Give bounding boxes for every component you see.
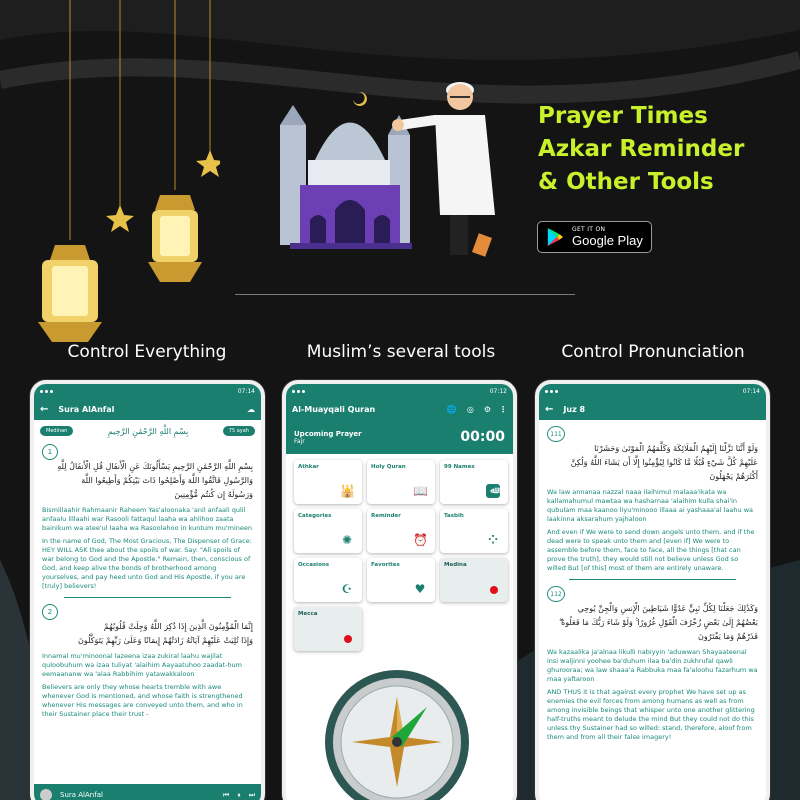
- card-tasbih[interactable]: [440, 509, 508, 553]
- audio-player[interactable]: [34, 784, 261, 800]
- translation: In the name of God, The Most Gracious, The Dispenser of Grace: HEY WILL ASK thee about the spoils of war. Say: "All spoils of war belong to God and the Apostle." Remain, then, conscious of God, and keep alive the bonds of brotherhood among yourselves, and pay heed unto God and His Apostle, if you are [truly] believers!: [42, 537, 252, 590]
- card-label: 99 Names: [444, 464, 475, 470]
- headline: [538, 100, 744, 199]
- headline-line-3: & Other Tools: [538, 169, 714, 195]
- verse-separator: [569, 579, 736, 580]
- basmala: بِسْمِ اللَّهِ الرَّحْمَٰنِ الرَّحِيمِ: [107, 426, 189, 436]
- back-arrow-icon[interactable]: ←: [40, 403, 49, 415]
- card-label: Occasions: [298, 562, 330, 568]
- arabic-line: بَعْضُهُمْ إِلَىٰ بَعْضٍ زُخْرُفَ الْقَوْلِ غُرُورًا ۚ وَلَوْ شَاءَ رَبُّكَ مَا فَعَلُوهُ ۖ: [559, 618, 758, 627]
- card-label: Reminder: [371, 513, 401, 519]
- app-bar: [286, 398, 513, 420]
- status-bar: [34, 384, 261, 398]
- arabic-line: بِسْمِ اللَّهِ الرَّحْمَٰنِ الرَّحِيمِ يَسْأَلُونَكَ عَنِ الْأَنفَالِ قُلِ الْأَنفَالُ لِلَّهِ: [57, 462, 253, 471]
- card-label: Holy Quran: [371, 464, 406, 470]
- prayer-name: Fajr: [294, 437, 305, 445]
- status-bar: [539, 384, 766, 398]
- section-title-middle: Muslim’s several tools: [306, 342, 496, 362]
- tools-grid: [286, 454, 513, 657]
- phone-quran-reader: [30, 380, 265, 800]
- arabic-line: وَرَسُولَهُ إِن كُنتُم مُّؤْمِنِينَ: [174, 490, 253, 499]
- juz-title: Juz 8: [563, 404, 586, 414]
- card-label: Tasbih: [444, 513, 464, 519]
- ayah-count-tag: 75 ayah: [223, 426, 255, 436]
- mosque-icon: 🕌: [340, 484, 355, 498]
- divider: [235, 294, 575, 295]
- heart-icon: ♥: [414, 582, 426, 596]
- verse-number: 111: [547, 426, 565, 442]
- mosque-man-illustration: [270, 65, 510, 270]
- card-reminder[interactable]: [367, 509, 435, 553]
- status-dot: [344, 635, 352, 643]
- card-occasions[interactable]: [294, 558, 362, 602]
- categories-icon: ✺: [341, 533, 353, 547]
- section-title-left: Control Everything: [67, 342, 227, 362]
- clock-icon: ⏰: [413, 533, 428, 547]
- qibla-compass[interactable]: [322, 667, 472, 800]
- google-play-badge[interactable]: [537, 221, 652, 253]
- arabic-line: وَالرَّسُولِ فَاتَّقُوا اللَّهَ وَأَصْلِحُوا ذَاتَ بَيْنِكُمْ وَأَطِيعُوا اللَّهَ: [81, 476, 253, 485]
- arabic-line: وَلَوْ أَنَّنَا نَزَّلْنَا إِلَيْهِمُ الْمَلَائِكَةَ وَكَلَّمَهُمُ الْمَوْتَىٰ وَحَشَرْنَا: [594, 444, 758, 453]
- arabic-line: وَكَذَٰلِكَ جَعَلْنَا لِكُلِّ نَبِيٍّ عَدُوًّا شَيَاطِينَ الْإِنسِ وَالْجِنِّ يُوحِي: [577, 604, 758, 613]
- arabic-line: وَإِذَا تُلِيَتْ عَلَيْهِمْ آيَاتُهُ زَادَتْهُمْ إِيمَانًا وَعَلَىٰ رَبِّهِمْ يَتَوَكَّلُونَ: [78, 636, 253, 645]
- translation: And even if We were to send down angels unto them, and if the dead were to speak unto them and [even if] We were to assemble before them, face to face, all the things [that can prove the truth], they would still not believe unless God so willed But [of this] most of them are entirely unaware.: [547, 528, 755, 572]
- card-categories[interactable]: [294, 509, 362, 553]
- transliteration: Innamal mu'minoonal lazeena izaa zukiral laahu wajilat quloobuhum wa izaa tuliyat 'alaihim Aayaatuhoo zaadat-hum eemaananw wa 'alaa Rabbihim yatawakkaloon: [42, 652, 242, 678]
- translation: AND THUS it is that against every prophet We have set up as enemies the evil forces from among humans as well as from among invisible beings that whisper unto one another glittering half-truths meant to delude the mind But they could not do this unless thy Sustainer had so willed: stand, therefore, aloof from them and from all their false imagery!: [547, 688, 755, 741]
- headline-line-1: Prayer Times: [538, 103, 708, 129]
- phone-tools-dashboard: [282, 380, 517, 800]
- headline-line-2: Azkar Reminder: [538, 136, 745, 162]
- gear-icon[interactable]: ⚙: [483, 404, 491, 414]
- arabic-line: إِنَّمَا الْمُؤْمِنُونَ الَّذِينَ إِذَا ذُكِرَ اللَّهُ وَجِلَتْ قُلُوبُهُمْ: [103, 622, 253, 631]
- more-icon[interactable]: ⋮: [499, 404, 507, 414]
- transliteration: Wa law annanaa nazzal naaa ilaihimul malaaa'ikata wa kallamahumul mawtaa wa hasharnaa 'alaihim kulla shai'in qubulam maa kaanoo liyu'minooo illaaa ai yashaaa'al laahu wa laakinna aksarahum yajhaloon: [547, 488, 754, 523]
- lanterns-decoration: [20, 0, 220, 360]
- next-icon[interactable]: ⏭: [248, 790, 255, 799]
- names-icon: ﷲ: [486, 484, 500, 498]
- album-art: [40, 789, 52, 800]
- upcoming-prayer-bar: [286, 420, 513, 454]
- verse-number: 2: [42, 604, 58, 620]
- player-title: Sura AlAnfal: [60, 791, 103, 799]
- verse-number: 1: [42, 444, 58, 460]
- globe-icon[interactable]: 🌐: [446, 404, 457, 414]
- previous-icon[interactable]: ⏮: [222, 790, 230, 799]
- app-bar: [34, 398, 261, 420]
- status-bar: [286, 384, 513, 398]
- cloud-download-icon[interactable]: ☁: [247, 404, 255, 414]
- card-medina[interactable]: [440, 558, 508, 602]
- app-bar: [539, 398, 766, 420]
- countdown: 00:00: [460, 429, 505, 445]
- transliteration: Bismillaahir Rahmaanir Raheem Yas'aloonaka 'anil anfaali qulil anfaalu lillaahi war Rasooli fattaqul laaha wa ahlihoo zaata bainikum wa atee'ul laaha wa Rasoolahoo in kuntum mu'mineen: [42, 506, 253, 532]
- status-time: 07:12: [489, 387, 507, 395]
- quran-icon: 📖: [413, 484, 428, 498]
- surah-info-row: [34, 420, 261, 438]
- card-label: Mecca: [298, 611, 318, 617]
- arabic-line: عَلَيْهِمْ كُلَّ شَيْءٍ قُبُلًا مَّا كَانُوا لِيُؤْمِنُوا إِلَّا أَن يَشَاءَ اللَّهُ وَلَٰكِنَّ: [570, 458, 758, 467]
- arabic-line: فَذَرْهُمْ وَمَا يَفْتَرُونَ: [698, 632, 758, 641]
- tasbih-icon: ⁘: [487, 533, 499, 547]
- card-label: Medina: [444, 562, 467, 568]
- compass-icon[interactable]: ◎: [466, 404, 474, 414]
- status-time: 07:14: [237, 387, 255, 395]
- status-time: 07:14: [742, 387, 760, 395]
- surah-title: Sura AlAnfal: [58, 404, 115, 414]
- card-mecca[interactable]: [294, 607, 362, 651]
- card-holy-quran[interactable]: [367, 460, 435, 504]
- card-favorites[interactable]: [367, 558, 435, 602]
- status-dot: [490, 586, 498, 594]
- translation: Believers are only they whose hearts tremble with awe whenever God is mentioned, and whose faith is strengthened whenever His messages are conveyed unto them, and who in their Sustainer place their trust -: [42, 683, 243, 718]
- store-badge-big: Google Play: [572, 233, 643, 248]
- app-title: Al-Muayqali Quran: [292, 404, 376, 414]
- transliteration: Wa kazaalika ja'alnaa likulli nabiyyin 'aduwwan Shayaateenal insi waljinni yoohee ba'duhum ilaa ba'din zukhrufal qawli ghurooraa; wa law shaaa'a Rabbuka maa fa'aloohu fazarhum wa maa yaftaroon: [547, 648, 758, 683]
- card-athkar[interactable]: [294, 460, 362, 504]
- google-play-icon: [546, 227, 564, 247]
- verse-separator: [64, 597, 231, 598]
- back-arrow-icon[interactable]: ←: [545, 403, 554, 415]
- card-label: Athkar: [298, 464, 319, 470]
- pause-icon[interactable]: ⏸: [237, 790, 241, 799]
- card-label: Favorites: [371, 562, 400, 568]
- arabic-line: أَكْثَرَهُمْ يَجْهَلُونَ: [709, 472, 758, 481]
- phone-juz-reader: [535, 380, 770, 800]
- card-99-names[interactable]: [440, 460, 508, 504]
- revelation-tag: Medinan: [40, 426, 73, 436]
- card-label: Categories: [298, 513, 332, 519]
- verse-number: 112: [547, 586, 565, 602]
- section-title-right: Control Pronunciation: [561, 342, 745, 362]
- store-badge-small: GET IT ON: [572, 226, 606, 233]
- upcoming-prayer-label: Upcoming Prayer: [294, 429, 362, 438]
- crescent-icon: ☪: [341, 582, 353, 596]
